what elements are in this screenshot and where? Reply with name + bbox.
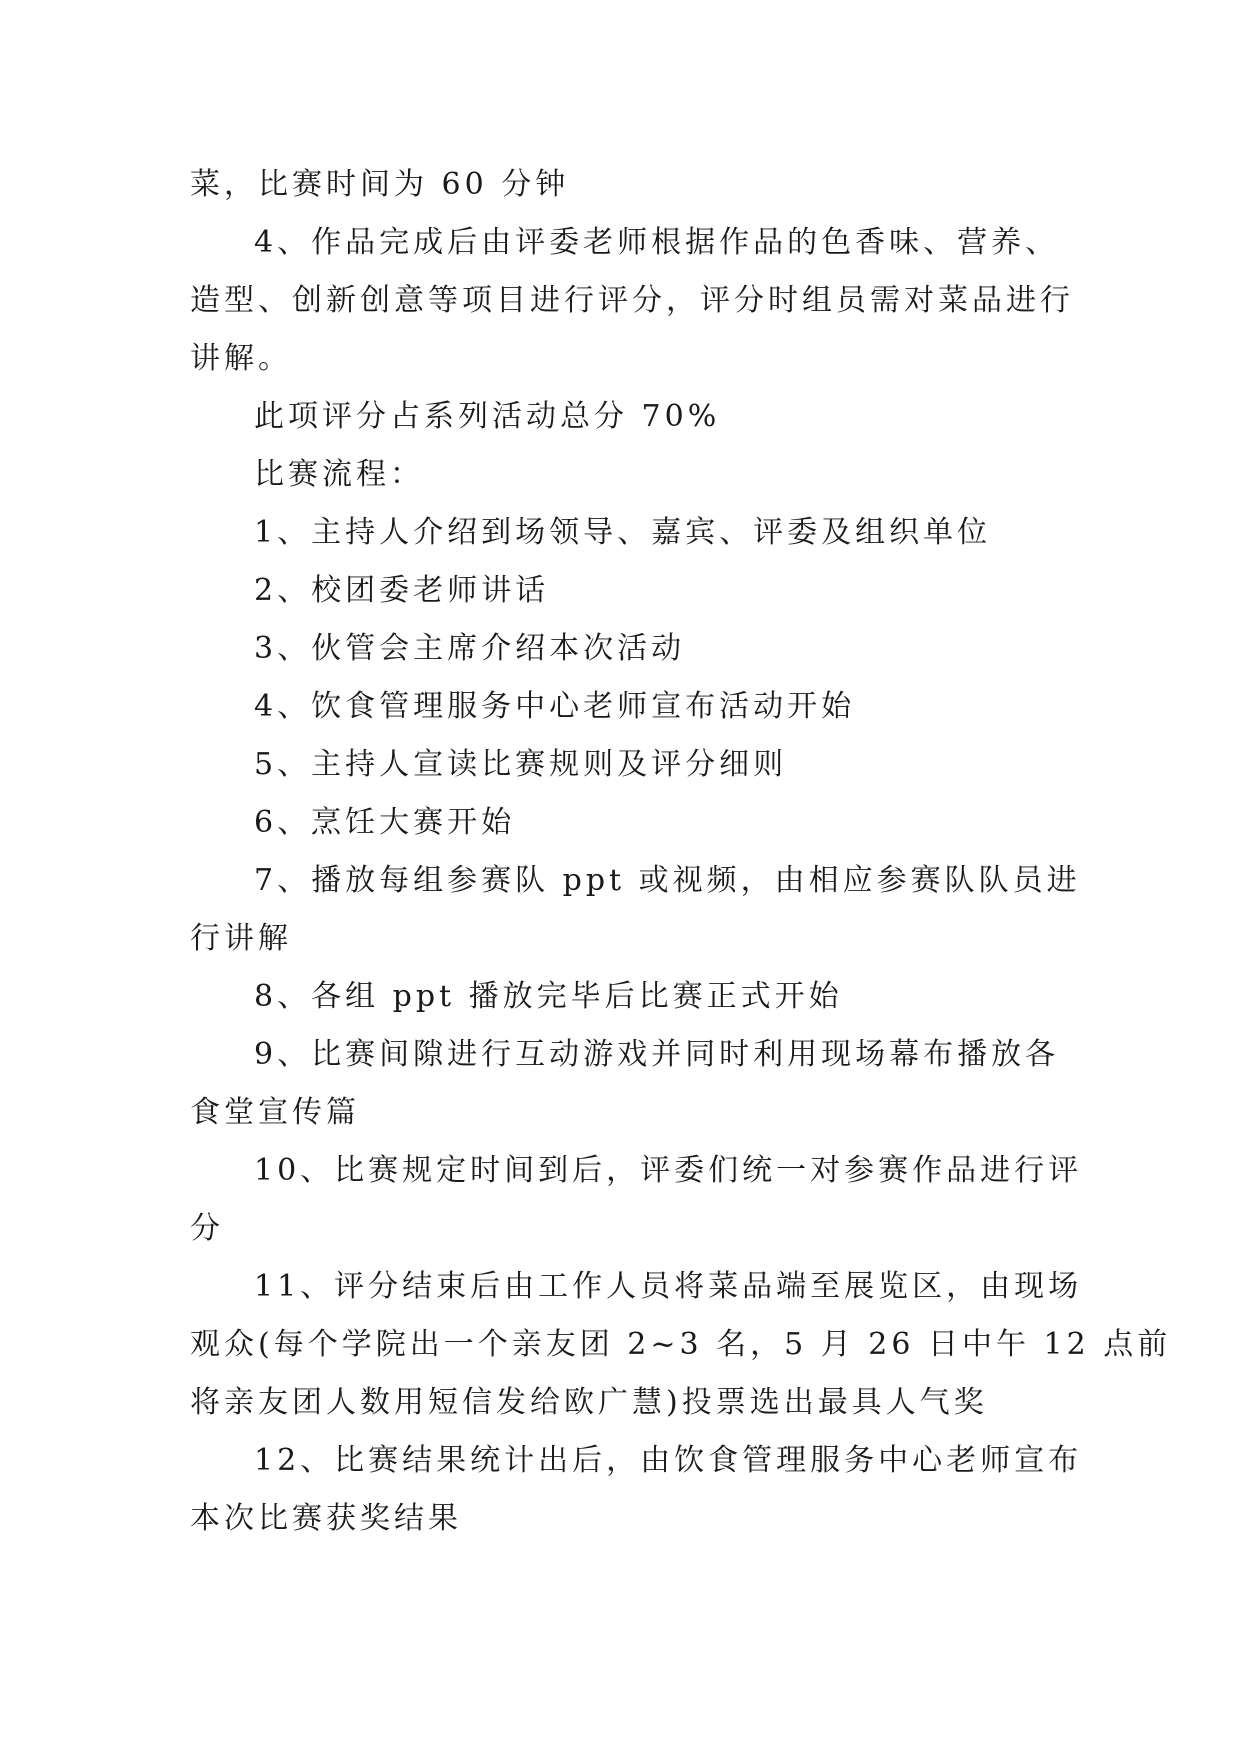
- paragraph: [190, 852, 1081, 968]
- paragraph-line: 11、评分结束后由工作人员将菜品端至展览区，由现场: [254, 1269, 1083, 1304]
- paragraph: [190, 1142, 1083, 1258]
- paragraph-line: 12、比赛结果统计出后，由饮食管理服务中心老师宣布: [254, 1443, 1083, 1478]
- paragraph-line: 6、烹饪大赛开始: [254, 805, 516, 840]
- paragraph-line: 观众(每个学院出一个亲友团 2~3 名，5 月 26 日中午 12 点前: [190, 1327, 1172, 1362]
- paragraph: [190, 1026, 1060, 1142]
- paragraph-line: 9、比赛间隙进行互动游戏并同时利用现场幕布播放各: [254, 1037, 1060, 1072]
- paragraph: [190, 678, 1052, 736]
- paragraph: [190, 1258, 1172, 1432]
- paragraph-line: 5、主持人宣读比赛规则及评分细则: [254, 747, 788, 782]
- paragraph: [190, 156, 1052, 214]
- paragraph-line: 4、饮食管理服务中心老师宣布活动开始: [254, 689, 856, 724]
- paragraph-line: 10、比赛规定时间到后，评委们统一对参赛作品进行评: [254, 1153, 1083, 1188]
- document-body: [190, 156, 1172, 1548]
- paragraph-line: 比赛流程：: [254, 457, 424, 492]
- paragraph-line: 分: [190, 1211, 224, 1246]
- paragraph: [190, 968, 1052, 1026]
- paragraph-line: 造型、创新创意等项目进行评分，评分时组员需对菜品进行: [190, 283, 1074, 318]
- paragraph-line: 2、校团委老师讲话: [254, 573, 550, 608]
- paragraph-line: 4、作品完成后由评委老师根据作品的色香味、营养、: [254, 225, 1060, 260]
- paragraph: [190, 1432, 1083, 1548]
- paragraph: [190, 794, 1052, 852]
- paragraph: [190, 388, 1052, 446]
- paragraph: [190, 736, 1052, 794]
- paragraph-line: 将亲友团人数用短信发给欧广慧)投票选出最具人气奖: [190, 1385, 988, 1420]
- paragraph-line: 讲解。: [190, 341, 292, 376]
- paragraph-line: 食堂宣传篇: [190, 1095, 360, 1130]
- paragraph-line: 本次比赛获奖结果: [190, 1501, 462, 1536]
- paragraph: [190, 620, 1052, 678]
- paragraph: [190, 504, 1052, 562]
- paragraph-line: 此项评分占系列活动总分 70%: [254, 399, 721, 434]
- paragraph-line: 1、主持人介绍到场领导、嘉宾、评委及组织单位: [254, 515, 992, 550]
- paragraph-line: 行讲解: [190, 921, 292, 956]
- paragraph: [190, 214, 1074, 388]
- paragraph-line: 菜，比赛时间为 60 分钟: [190, 167, 570, 202]
- paragraph-line: 8、各组 ppt 播放完毕后比赛正式开始: [254, 979, 843, 1014]
- paragraph-line: 7、播放每组参赛队 ppt 或视频，由相应参赛队队员进: [254, 863, 1081, 898]
- paragraph: [190, 562, 1052, 620]
- paragraph: [190, 446, 1052, 504]
- paragraph-line: 3、伙管会主席介绍本次活动: [254, 631, 686, 666]
